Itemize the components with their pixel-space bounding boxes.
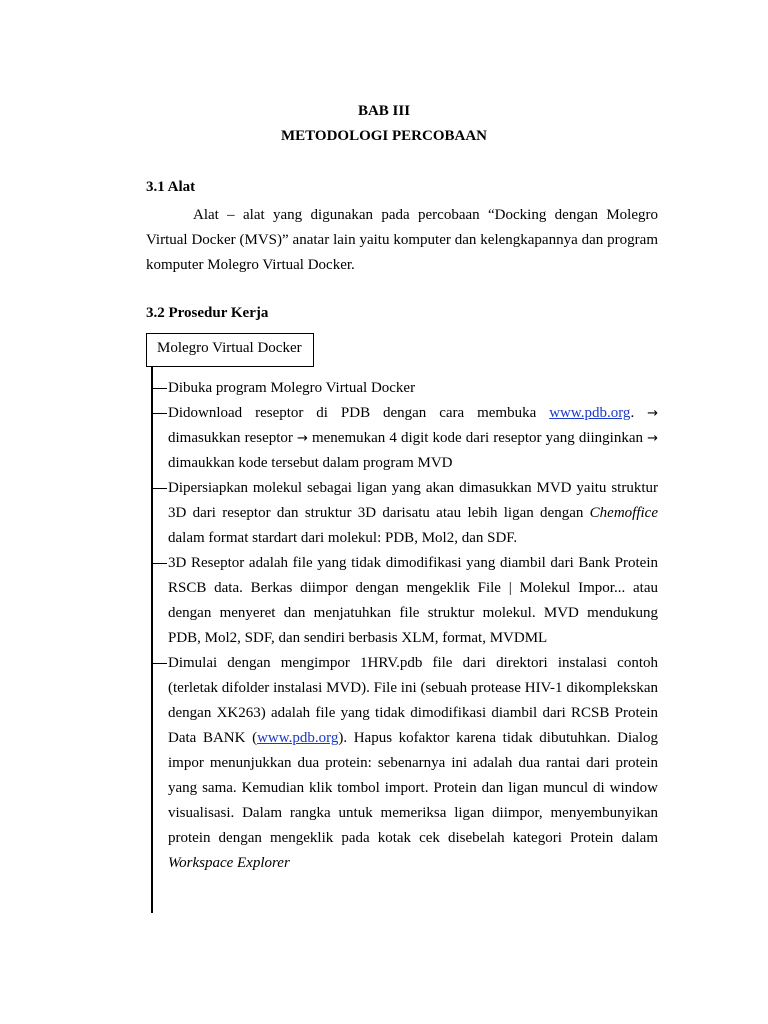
procedure-step-4 (151, 551, 658, 651)
step-2-text-b: . (630, 405, 648, 421)
step-3-text-b: dalam format stardart dari molekul: PDB, Mol2, dan SDF. (168, 530, 518, 546)
arrow-right-icon: → (647, 406, 659, 421)
step-5-text-a: Dimulai dengan mengimpor 1HRV.pdb file dari direktori instalasi contoh (terletak difolder instalasi MVD). File ini (sebuah protease HIV-1 dikomplekskan dengan XK263) adalah file yang tidak dimodifikasi diambil dari RCSB Protein Data BANK ( (168, 655, 658, 746)
procedure-step-5 (151, 651, 658, 876)
pdb-link[interactable]: www.pdb.org (549, 405, 631, 421)
paragraph-alat: Alat – alat yang digunakan pada percobaan “Docking dengan Molegro Virtual Docker (MVS)” anatar lain yaitu komputer dan kelengkapannya dan program komputer Molegro Virtual Docker. (146, 207, 658, 273)
step-3-italic: Chemoffice (589, 505, 658, 521)
step-2-text-d: menemukan 4 digit kode dari reseptor yang diinginkan (307, 430, 648, 446)
pdb-link-2[interactable]: www.pdb.org (257, 730, 339, 746)
chapter-number: BAB III (357, 103, 411, 119)
step-2-text-c: dimasukkan reseptor (168, 430, 297, 446)
procedure-steps (151, 376, 658, 876)
step-1-text: Dibuka program Molegro Virtual Docker (168, 380, 416, 396)
section-heading-prosedur: 3.2 Prosedur Kerja (146, 305, 269, 321)
step-3-text-a: Dipersiapkan molekul sebagai ligan yang akan dimasukkan MVD yaitu struktur 3D dari reseptor dan struktur 3D darisatu atau lebih ligan dengan (168, 480, 658, 521)
step-2-text-e: dimaukkan kode tersebut dalam program MVD (168, 455, 453, 471)
step-2-text-a: Didownload reseptor di PDB dengan cara membuka (168, 405, 550, 421)
section-heading-alat: 3.1 Alat (146, 179, 196, 195)
flowchart-start-box: Molegro Virtual Docker (146, 333, 314, 367)
step-5-italic: Workspace Explorer (168, 855, 290, 871)
arrow-right-icon: → (296, 431, 308, 446)
step-4-text: 3D Reseptor adalah file yang tidak dimodifikasi yang diambil dari Bank Protein RSCB data. Berkas diimpor dengan mengeklik File | Molekul Impor... atau dengan menyeret dan menjatuhkan file struktur molekul. MVD mendukung PDB, Mol2, SDF, dan sendiri berbasis XLM, format, MVDML (168, 555, 658, 646)
procedure-step-1 (151, 376, 658, 401)
step-5-text-b: ). Hapus kofaktor karena tidak dibutuhkan. Dialog impor menunjukkan dua protein: sebenarnya ini adalah dua rantai dari protein yang sama. Kemudian klik tombol import. Protein dan ligan muncul di window visualisasi. Dalam rangka untuk memeriksa ligan diimpor, menyembunyikan protein dengan mengeklik pada kotak cek disebelah kategori Protein dalam (168, 730, 658, 846)
procedure-step-3 (151, 476, 658, 551)
chapter-title: METODOLOGI PERCOBAAN (281, 128, 487, 144)
procedure-step-2 (151, 401, 658, 476)
arrow-right-icon: → (647, 431, 658, 446)
